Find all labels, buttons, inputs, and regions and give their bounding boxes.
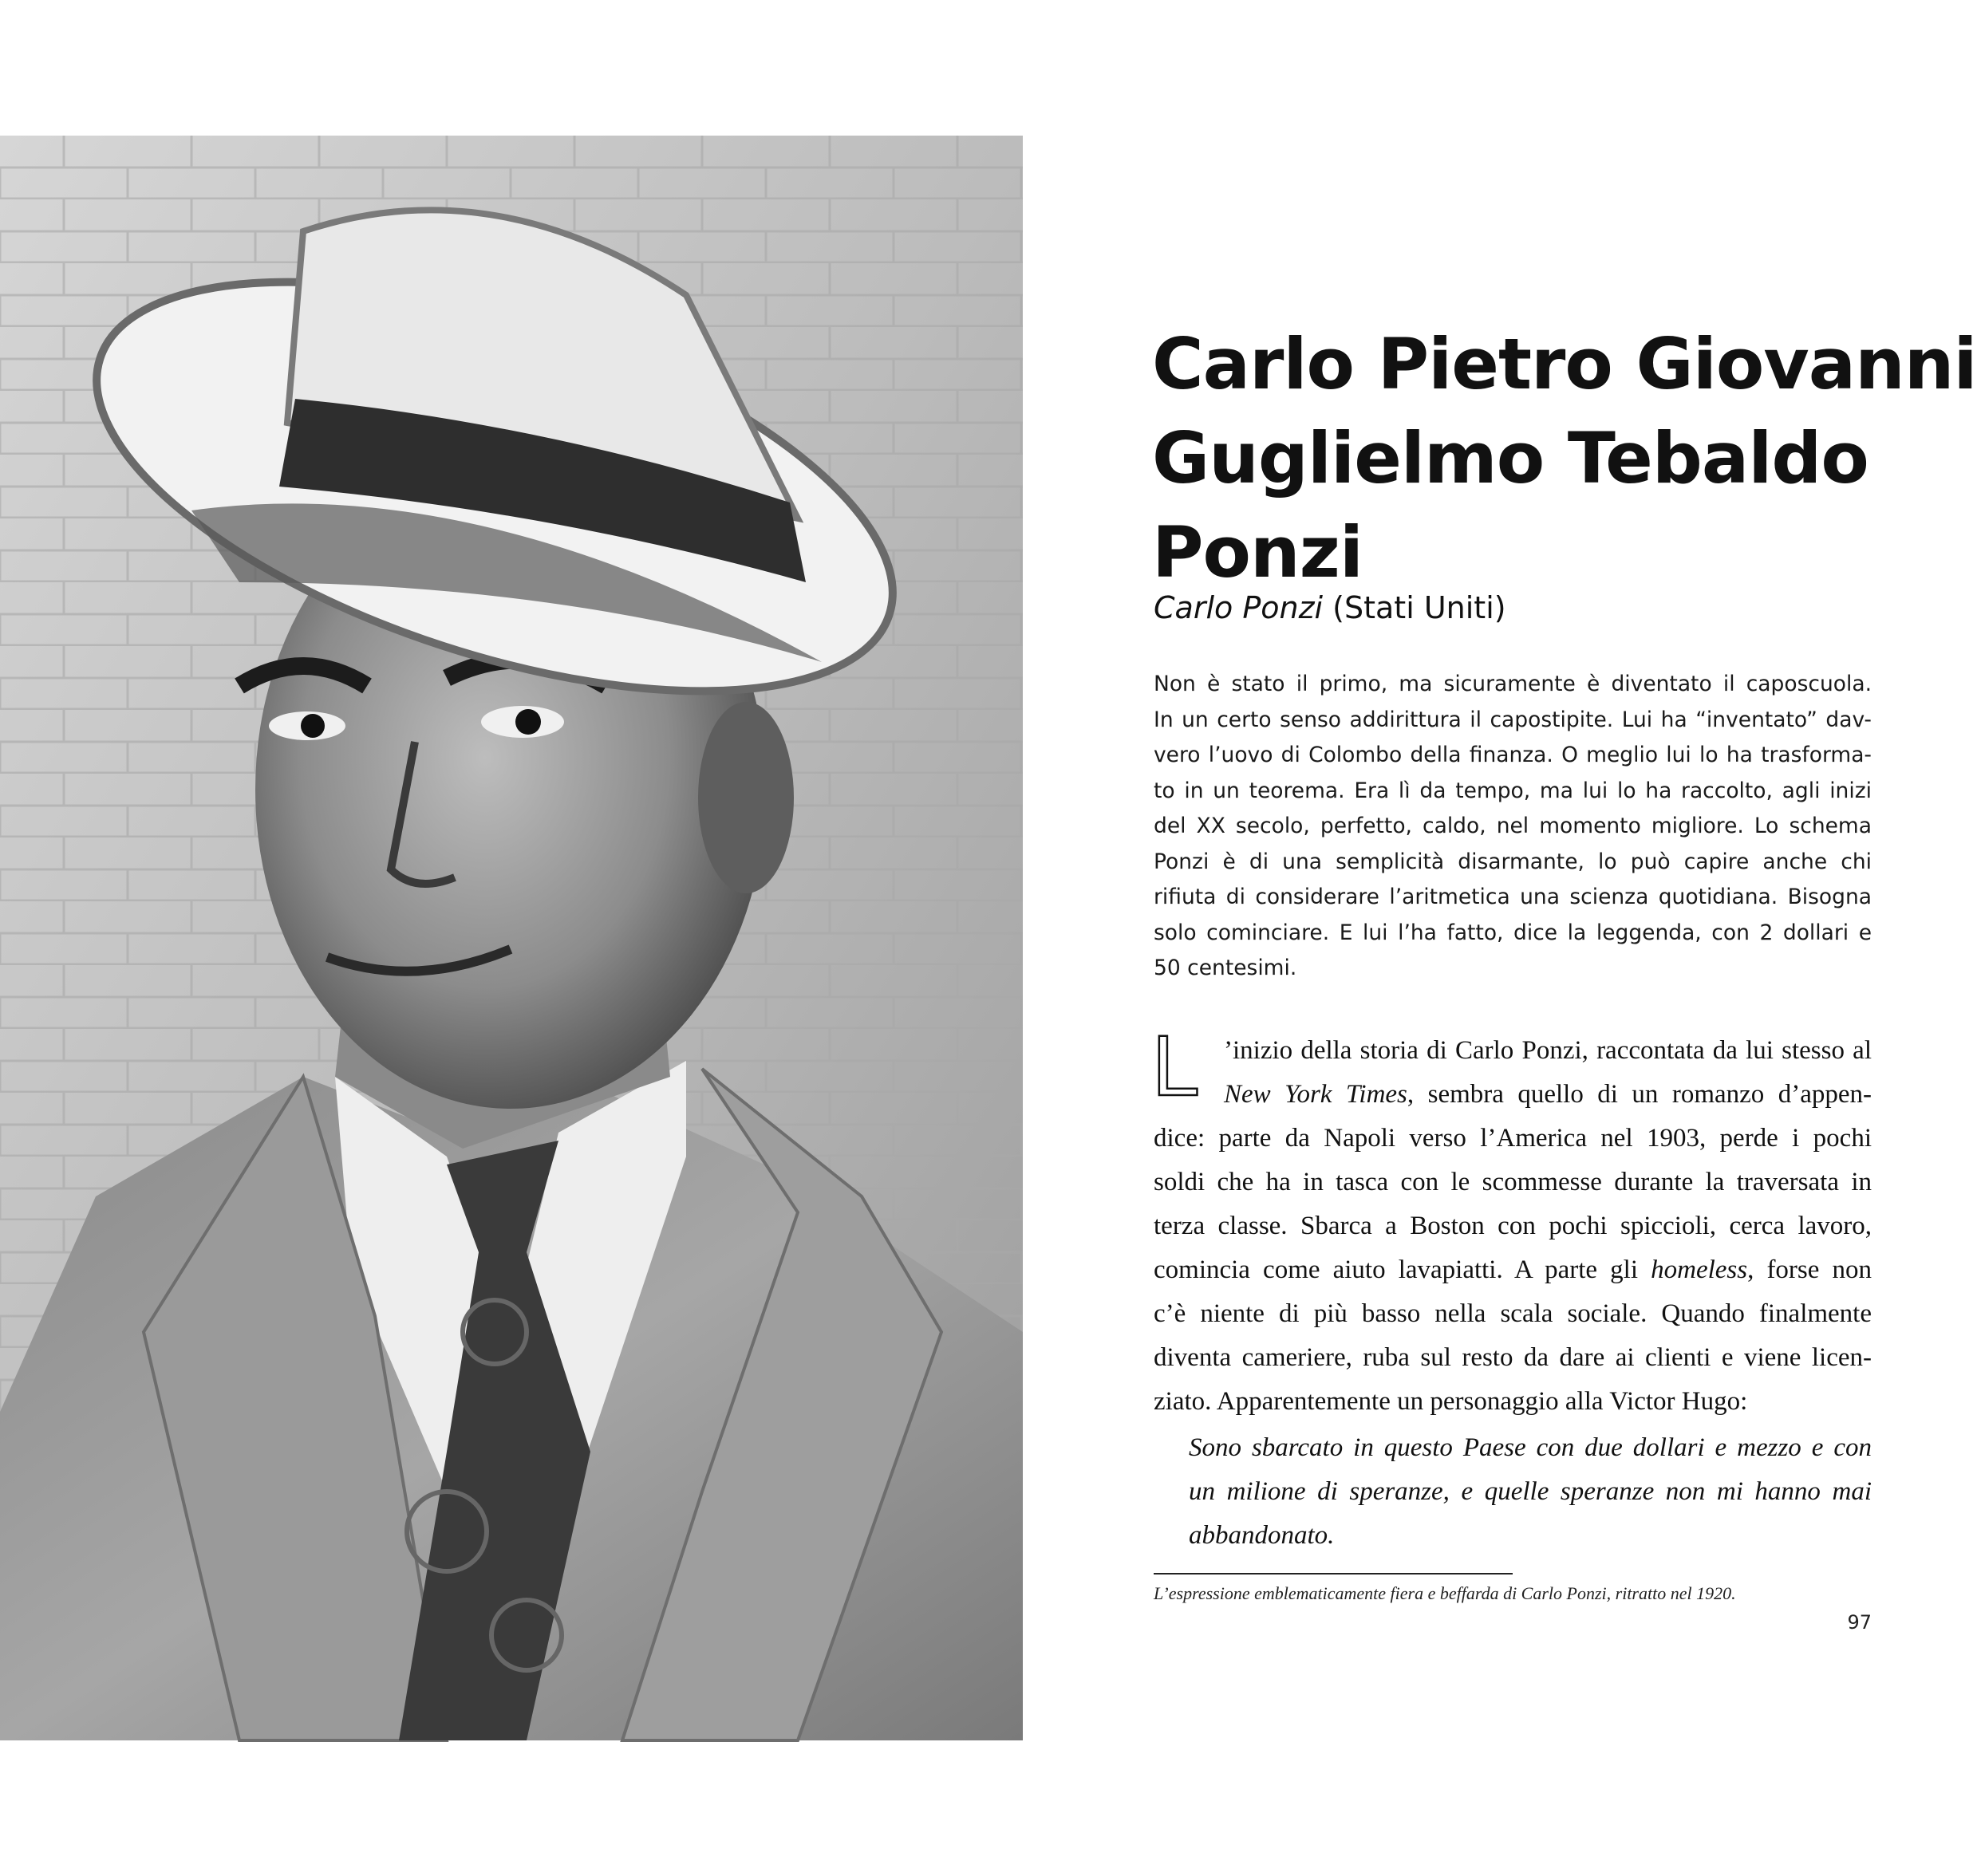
title-line: Carlo Pietro Giovanni <box>1152 323 1977 405</box>
photo-caption: L’espressione emblematicamente fiera e beffarda di Carlo Ponzi, ritratto nel 1920. <box>1154 1583 1736 1603</box>
homeless-term: homeless <box>1651 1255 1748 1284</box>
portrait-photo <box>0 136 1023 1740</box>
body-line: soldi che ha in tasca con le scommesse durante la traversata in <box>1154 1168 1872 1196</box>
newspaper-name: New York Times <box>1224 1080 1407 1109</box>
subtitle-name: Carlo Ponzi <box>1154 590 1324 625</box>
abstract-line: rifiuta di considerare l’aritmetica una scienza quotidiana. Bisogna <box>1154 885 1872 909</box>
drop-cap-glyph: L <box>1152 1017 1201 1113</box>
abstract-line: Non è stato il primo, ma sicuramente è diventato il caposcuola. <box>1154 672 1872 696</box>
body-line-post: , forse non <box>1747 1255 1872 1284</box>
abstract-line: Ponzi è di una semplicità disarmante, lo può capire anche chi <box>1154 849 1872 874</box>
caption-divider <box>1154 1573 1513 1574</box>
quote-line: un milione di speranze, e quelle speranze non mi hanno mai <box>1189 1477 1872 1506</box>
body-line: ziato. Apparentemente un personaggio alla Victor Hugo: <box>1154 1387 1748 1416</box>
subtitle-country: (Stati Uniti) <box>1323 590 1506 625</box>
article-title <box>1152 317 1977 600</box>
body-text <box>1154 1029 1872 1424</box>
block-quote <box>1189 1426 1872 1558</box>
abstract-line: In un certo senso addirittura il capostipite. Lui ha “inventato” dav- <box>1154 707 1872 732</box>
abstract-line: to in un teorema. Era lì da tempo, ma lui lo ha raccolto, agli inizi <box>1154 778 1872 803</box>
body-line: dice: parte da Napoli verso l’America nel 1903, perde i pochi <box>1154 1124 1872 1153</box>
quote-line: abbandonato. <box>1189 1521 1335 1550</box>
abstract-line: vero l’uovo di Colombo della finanza. O meglio lui lo ha trasforma- <box>1154 743 1872 767</box>
article-subtitle <box>1154 590 1856 625</box>
title-line: Guglielmo Tebaldo <box>1152 417 1868 499</box>
portrait-illustration <box>0 136 1023 1740</box>
quote-line: Sono sbarcato in questo Paese con due dollari e mezzo e con <box>1189 1433 1872 1462</box>
body-line-pre: comincia come aiuto lavapiatti. A parte gli <box>1154 1255 1651 1284</box>
page-number: 97 <box>1847 1611 1872 1634</box>
title-line: Ponzi <box>1152 511 1363 593</box>
abstract-line: del XX secolo, perfetto, caldo, nel momento migliore. Lo schema <box>1154 814 1872 838</box>
body-line <box>1154 1073 1872 1117</box>
body-line: terza classe. Sbarca a Boston con pochi spiccioli, cerca lavoro, <box>1154 1212 1872 1240</box>
body-line: ’inizio della storia di Carlo Ponzi, raccontata da lui stesso al <box>1224 1036 1872 1065</box>
body-line: diventa cameriere, ruba sul resto da dare ai clienti e viene licen- <box>1154 1343 1872 1372</box>
abstract-line: solo cominciare. E lui l’ha fatto, dice la leggenda, con 2 dollari e <box>1154 920 1872 945</box>
abstract-line: 50 centesimi. <box>1154 956 1297 980</box>
body-line-rest: , sembra quello di un romanzo d’appen- <box>1407 1080 1872 1109</box>
abstract-paragraph <box>1154 667 1872 987</box>
body-line <box>1154 1248 1872 1292</box>
body-line: c’è niente di più basso nella scala sociale. Quando finalmente <box>1154 1299 1872 1328</box>
